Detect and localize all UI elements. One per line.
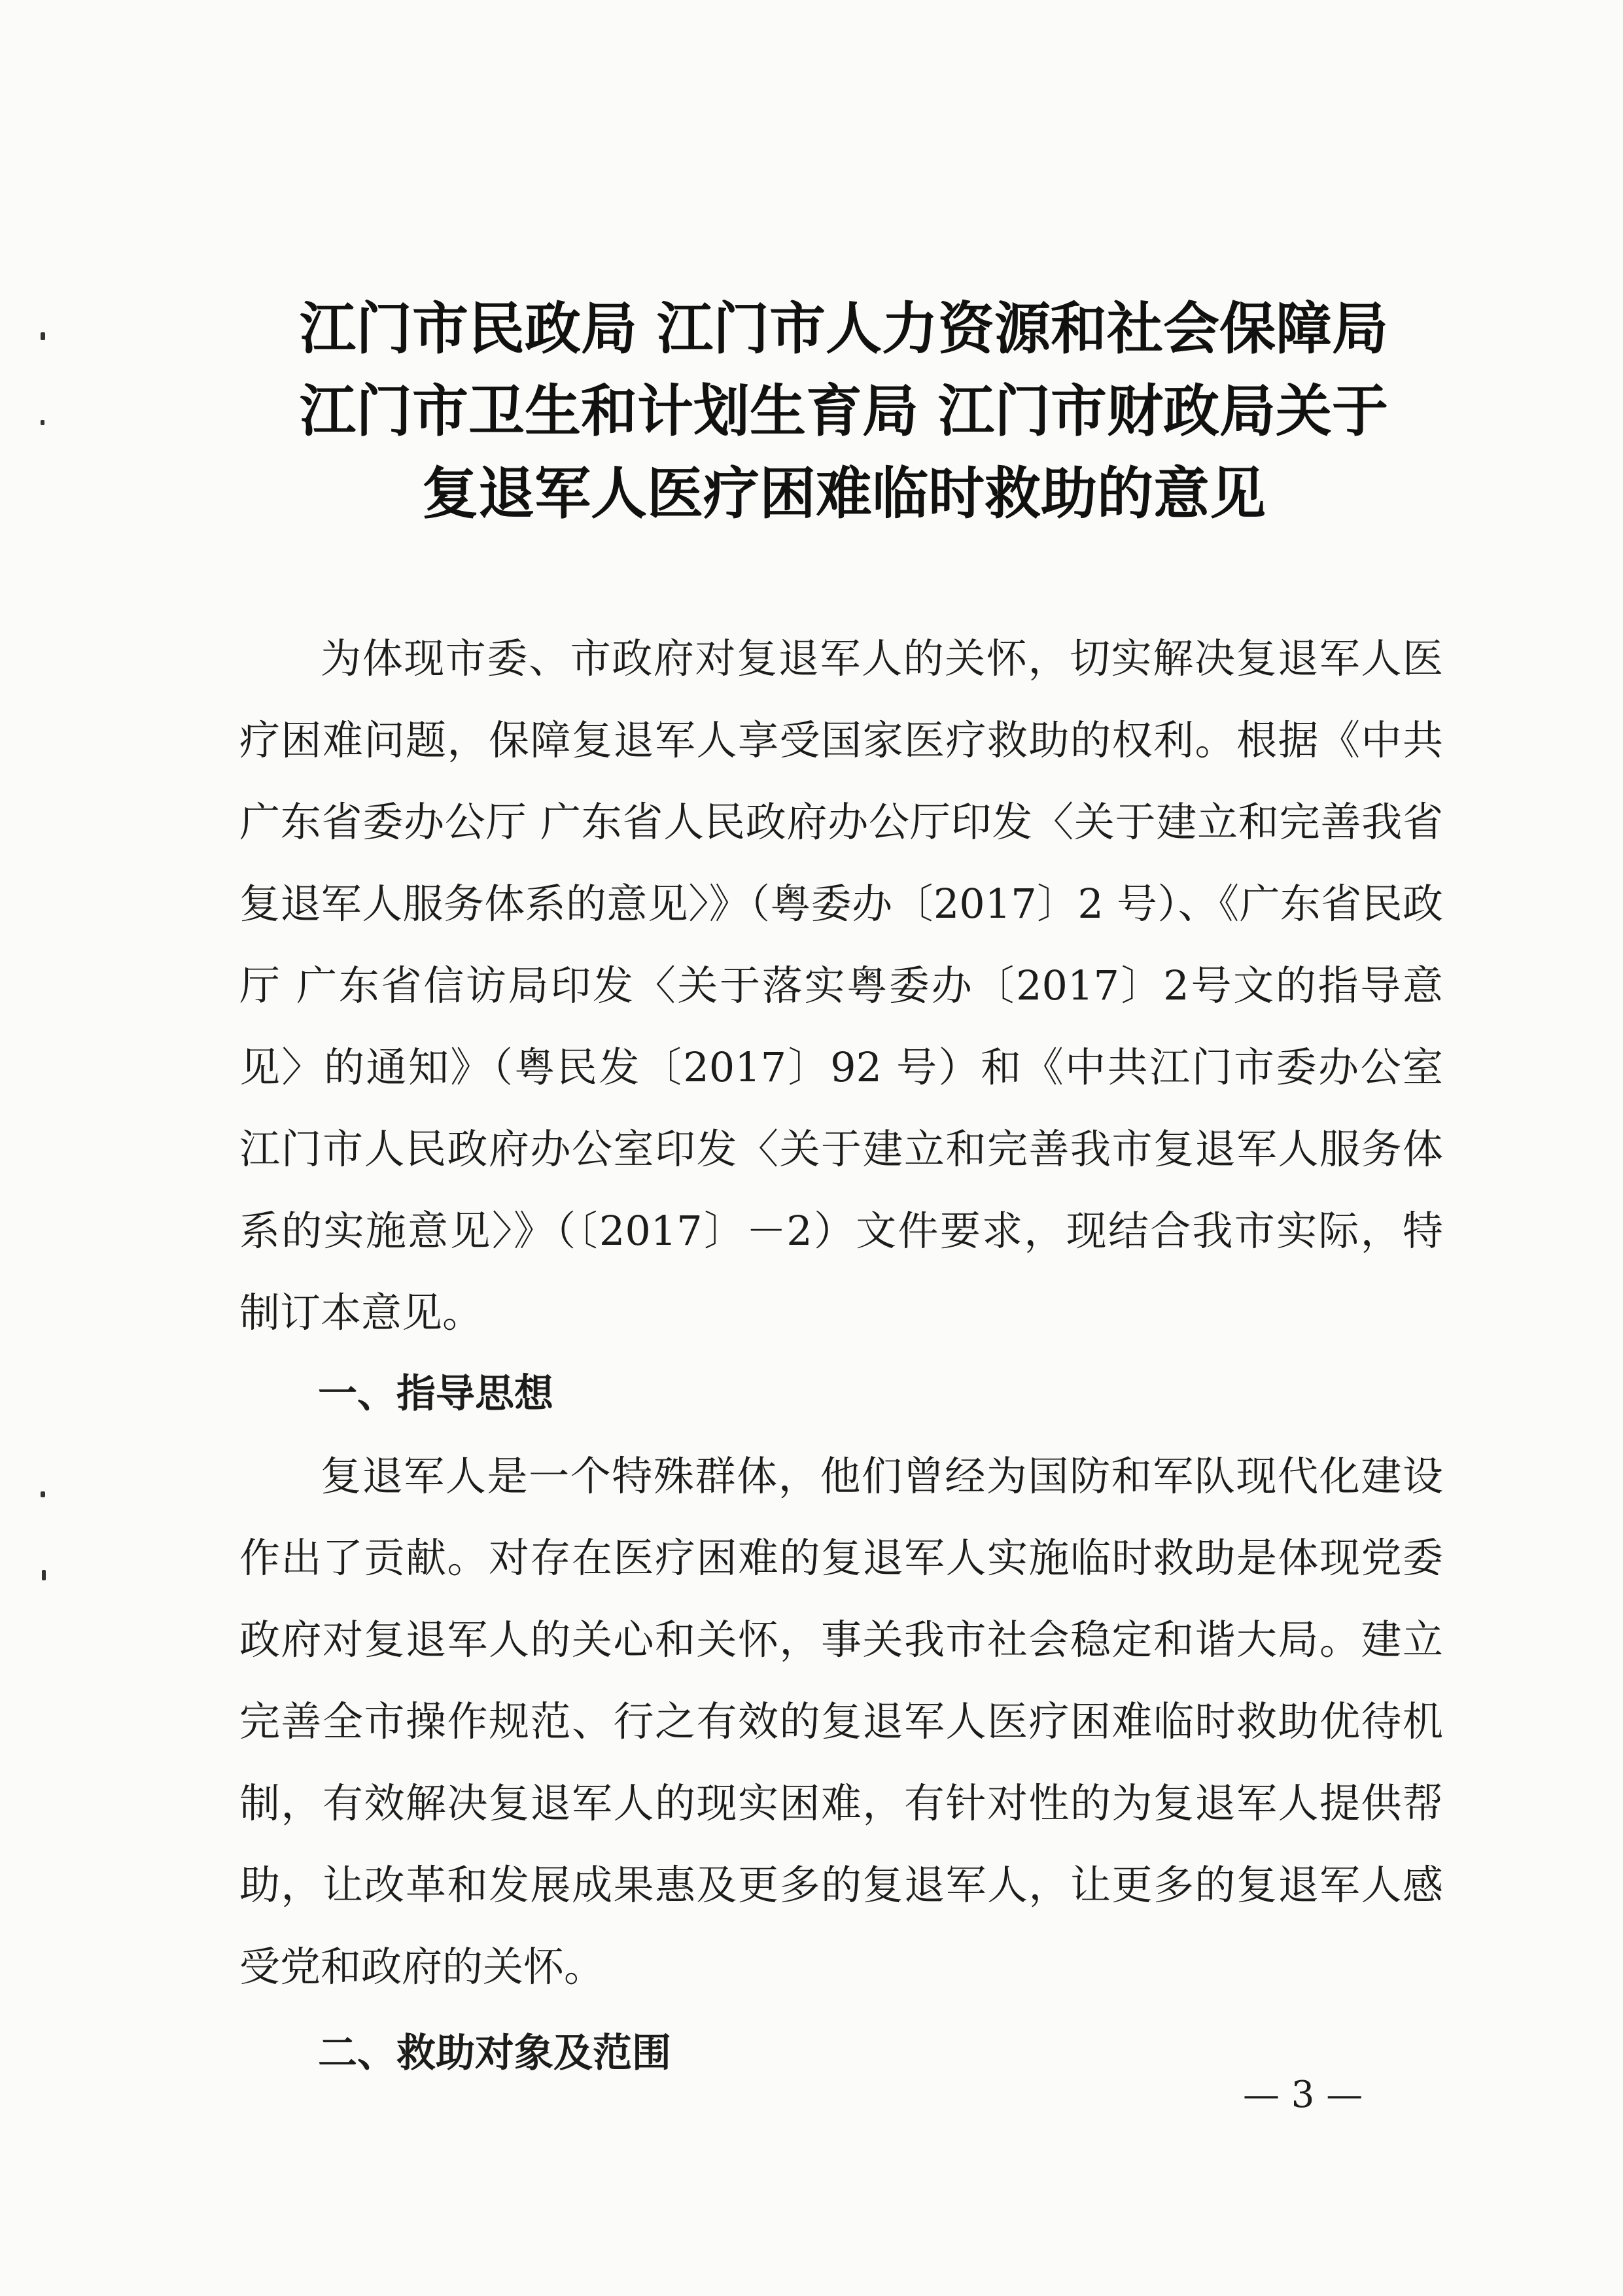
title-line: 江门市民政局 江门市人力资源和社会保障局 <box>300 296 1388 362</box>
section-heading-scope: 二、救助对象及范围 <box>318 2030 671 2076</box>
scan-mark <box>41 332 45 340</box>
document-title <box>249 288 1439 535</box>
guiding-ideology-paragraph: 复退军人是一个特殊群体，他们曾经为国防和军队现代化建设作出了贡献。对存在医疗困难的复退军人实施临时救助是体现党委政府对复退军人的关心和关怀，事关我市社会稳定和谐大局。建立完善全市操作规范、行之有效的复退军人医疗困难临时救助优待机制，有效解决复退军人的现实困难，有针对性的为复退军人提供帮助，让改革和发展成果惠及更多的复退军人，让更多的复退军人感受党和政府的关怀。 <box>239 1452 1443 1991</box>
page-number: — 3 — <box>1243 2074 1363 2116</box>
section-heading-guiding-ideology: 一、指导思想 <box>318 1371 553 1417</box>
scan-mark <box>41 1491 45 1497</box>
title-line: 江门市卫生和计划生育局 江门市财政局关于 <box>300 379 1388 444</box>
scan-mark <box>41 420 44 425</box>
intro-paragraph: 为体现市委、市政府对复退军人的关怀，切实解决复退军人医疗困难问题，保障复退军人享受国家医疗救助的权利。根据《中共广东省委办公厅 广东省人民政府办公厅印发〈关于建立和完善我省复退军人服务体系的意见〉》（粤委办〔2017〕2 号）、《广东省民政厅 广东省信访局印发〈关于落实粤委办〔2017〕2号文的指导意见〉的通知》（粤民发〔2017〕92 号）和《中共江门市委办公室 江门市人民政府办公室印发〈关于建立和完善我市复退军人服务体系的实施意见〉》（〔2017〕－2）文件要求，现结合我市实际，特制订本意见。 <box>239 635 1443 1336</box>
document-body <box>239 617 1443 2095</box>
title-line: 复退军人医疗困难临时救助的意见 <box>422 461 1266 527</box>
scan-mark <box>42 1570 46 1580</box>
